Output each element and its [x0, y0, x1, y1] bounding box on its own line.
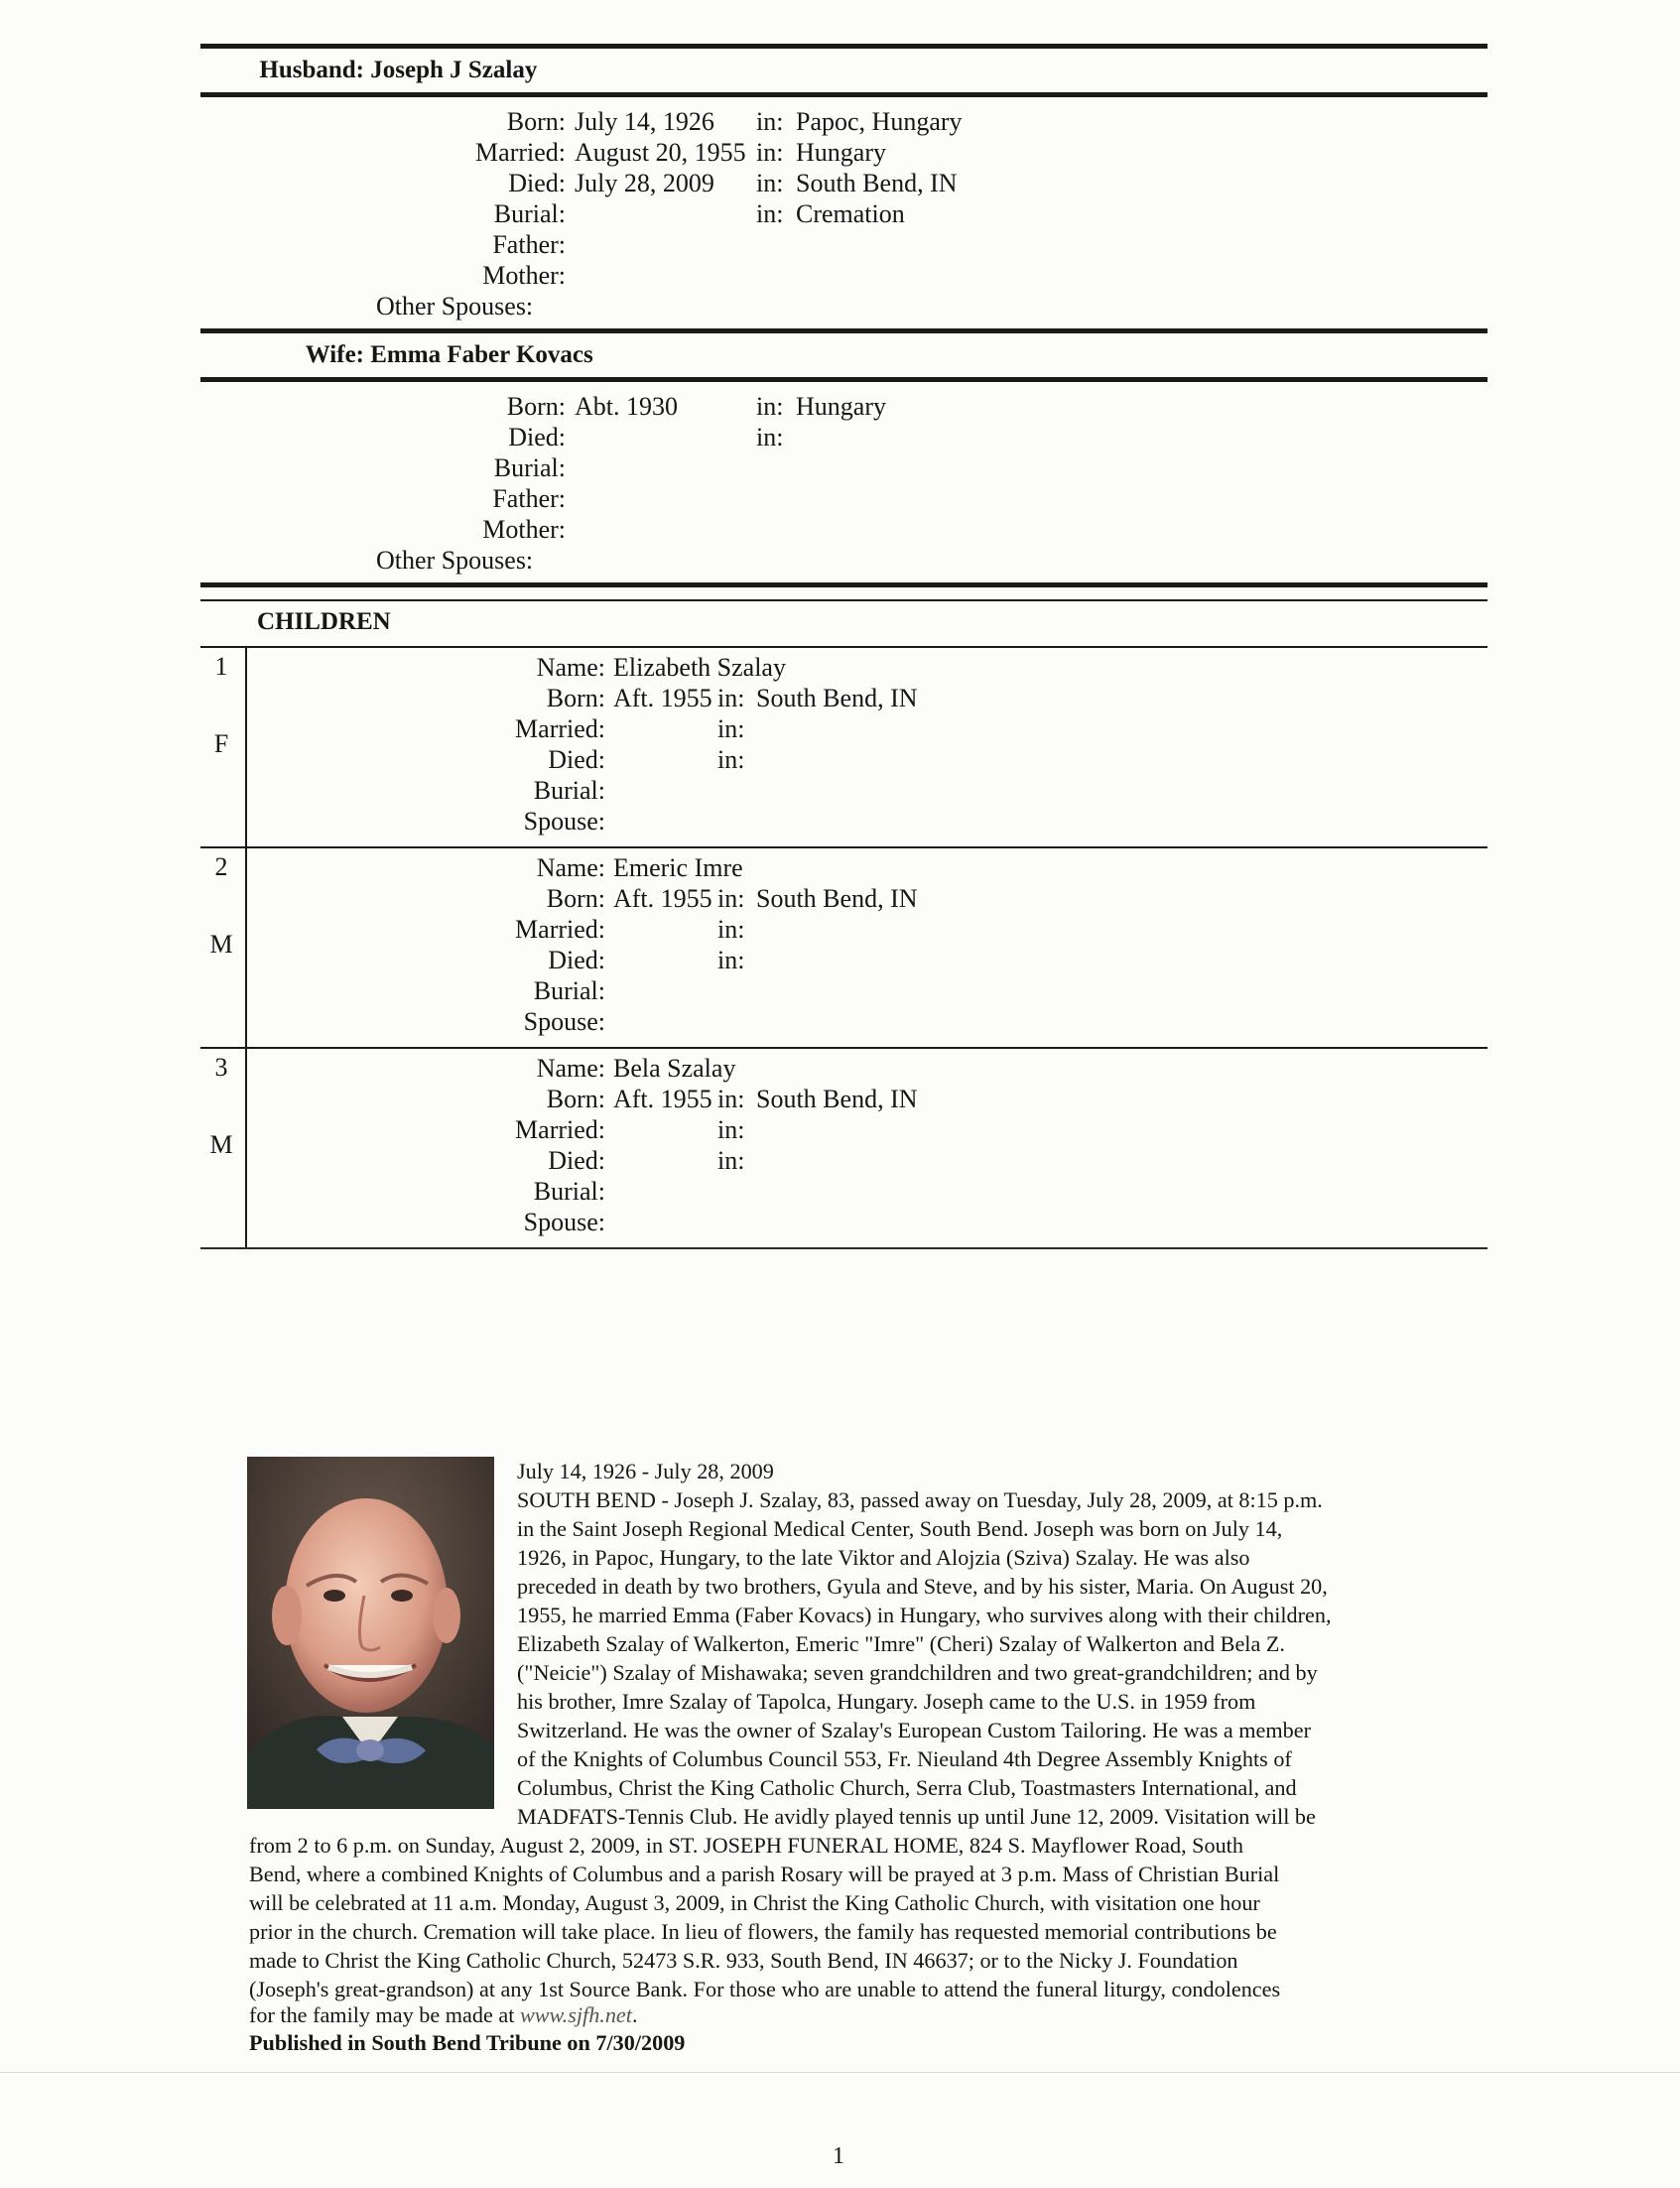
child-died-row — [200, 945, 1487, 975]
field-label: Father: — [492, 230, 566, 259]
child-born-date: Aft. 1955 — [613, 1085, 712, 1113]
published-note: Published in South Bend Tribune on 7/30/2009 — [249, 2030, 686, 2055]
wife-heading-label: Wife: — [305, 341, 364, 368]
obituary-line: Switzerland. He was the owner of Szalay's European Custom Tailoring. He was a member — [517, 1718, 1311, 1742]
husband-other-spouses-label: Other Spouses: — [376, 292, 534, 321]
field-label: Born: — [546, 1085, 605, 1113]
child-divider — [200, 1247, 1487, 1249]
section-rule — [200, 328, 1487, 333]
obituary-line: Columbus, Christ the King Catholic Church, Serra Club, Toastmasters International, and — [517, 1775, 1297, 1800]
obituary-line: made to Christ the King Catholic Church, 52473 S.R. 933, South Bend, IN 46637; or to the Nicky J. Foundation — [249, 1948, 1238, 1973]
obituary-line: MADFATS-Tennis Club. He avidly played tennis up until June 12, 2009. Visitation will be — [517, 1804, 1316, 1829]
wife-name: Emma Faber Kovacs — [370, 341, 593, 368]
obituary-last-line — [249, 2001, 638, 2030]
child-burial-row — [200, 775, 1487, 806]
wife-died-row — [200, 422, 1487, 452]
field-in-label: in: — [717, 915, 745, 944]
child-number: 2 — [214, 852, 228, 881]
husband-married-row — [200, 137, 1487, 168]
wife-mother-row — [200, 514, 1487, 545]
field-in-label: in: — [756, 423, 784, 451]
field-in-label: in: — [756, 107, 784, 136]
child-name: Emeric Imre — [613, 853, 743, 882]
child-divider — [200, 1047, 1487, 1049]
child-sex: M — [209, 1130, 233, 1159]
section-rule — [200, 92, 1487, 97]
portrait-image — [247, 1457, 494, 1809]
field-label: Spouse: — [523, 1208, 605, 1236]
field-in-label: in: — [756, 199, 784, 228]
child-born-place: South Bend, IN — [756, 684, 918, 712]
funeral-home-link[interactable]: www.sjfh.net — [519, 2002, 632, 2027]
child-name-row — [200, 1053, 1487, 1084]
field-in-label: in: — [717, 714, 745, 743]
wife-born-row — [200, 391, 1487, 422]
husband-born-row — [200, 106, 1487, 137]
husband-heading — [200, 57, 537, 84]
field-label: Born: — [506, 107, 566, 136]
child-spouse-row — [200, 806, 1487, 837]
field-in-label: in: — [717, 745, 745, 774]
wife-born-date: Abt. 1930 — [575, 392, 678, 421]
child-sex: M — [209, 930, 233, 959]
husband-mother-row — [200, 260, 1487, 291]
section-rule — [200, 377, 1487, 382]
page-number: 1 — [833, 2143, 844, 2169]
child-born-row — [200, 1084, 1487, 1114]
field-in-label: in: — [756, 392, 784, 421]
child-died-row — [200, 744, 1487, 775]
obituary-line: of the Knights of Columbus Council 553, Fr. Nieuland 4th Degree Assembly Knights of — [517, 1746, 1292, 1771]
field-label: Father: — [492, 484, 566, 513]
field-label: Born: — [506, 392, 566, 421]
field-label: Died: — [548, 1146, 605, 1175]
child-name-row — [200, 852, 1487, 883]
husband-married-date: August 20, 1955 — [575, 138, 746, 167]
field-label: Mother: — [482, 515, 566, 544]
child-spouse-row — [200, 1207, 1487, 1237]
wife-other-spouses-label: Other Spouses: — [376, 546, 534, 575]
husband-died-place: South Bend, IN — [796, 169, 958, 197]
field-label: Spouse: — [523, 807, 605, 836]
field-label: Mother: — [482, 261, 566, 290]
field-label: Died: — [508, 169, 566, 197]
field-in-label: in: — [717, 946, 745, 974]
obituary-line: will be celebrated at 11 a.m. Monday, August 3, 2009, in Christ the King Catholic Church, with visitation one hour — [249, 1890, 1260, 1915]
obituary-line: preceded in death by two brothers, Gyula and Steve, and by his sister, Maria. On August 20, — [517, 1574, 1328, 1599]
obituary-line: July 14, 1926 - July 28, 2009 — [517, 1459, 774, 1483]
field-label: Burial: — [533, 976, 605, 1005]
field-label: Died: — [548, 745, 605, 774]
obituary-photo — [247, 1457, 494, 1809]
child-married-row — [200, 713, 1487, 744]
obituary-line-text: for the family may be made at — [249, 2002, 520, 2027]
field-label: Died: — [508, 423, 566, 451]
obituary-line: Elizabeth Szalay of Walkerton, Emeric "Imre" (Cheri) Szalay of Walkerton and Bela Z. — [517, 1631, 1285, 1656]
child-married-row — [200, 914, 1487, 945]
obituary-line-end: . — [631, 2002, 638, 2027]
obituary-line: from 2 to 6 p.m. on Sunday, August 2, 2009, in ST. JOSEPH FUNERAL HOME, 824 S. Mayflower Road, South — [249, 1833, 1243, 1858]
husband-burial-place: Cremation — [796, 199, 905, 228]
field-in-label: in: — [717, 684, 745, 712]
child-burial-row — [200, 975, 1487, 1006]
field-label: Name: — [536, 853, 605, 882]
child-divider — [200, 846, 1487, 848]
field-label: Married: — [475, 138, 566, 167]
obituary-line: 1926, in Papoc, Hungary, to the late Viktor and Alojzia (Sziva) Szalay. He was also — [517, 1545, 1250, 1570]
child-born-row — [200, 883, 1487, 914]
child-born-row — [200, 683, 1487, 713]
husband-married-place: Hungary — [796, 138, 886, 167]
section-rule — [200, 599, 1487, 601]
child-name: Bela Szalay — [613, 1054, 736, 1083]
section-rule — [200, 44, 1487, 49]
field-label: Married: — [515, 1115, 605, 1144]
field-label: Died: — [548, 946, 605, 974]
obituary-line: ("Neicie") Szalay of Mishawaka; seven grandchildren and two great-grandchildren; and by — [517, 1660, 1318, 1685]
child-born-date: Aft. 1955 — [613, 884, 712, 913]
obituary-line: (Joseph's great-grandson) at any 1st Source Bank. For those who are unable to attend the funeral liturgy, condolences — [249, 1977, 1281, 2001]
child-born-place: South Bend, IN — [756, 1085, 918, 1113]
field-label: Born: — [546, 684, 605, 712]
field-label: Name: — [536, 653, 605, 682]
husband-born-place: Papoc, Hungary — [796, 107, 963, 136]
scan-edge-line — [0, 2072, 1680, 2073]
field-label: Spouse: — [523, 1007, 605, 1036]
wife-burial-row — [200, 452, 1487, 483]
child-name-row — [200, 652, 1487, 683]
field-label: Born: — [546, 884, 605, 913]
children-heading: CHILDREN — [257, 608, 391, 635]
field-label: Burial: — [533, 1177, 605, 1206]
field-in-label: in: — [717, 1085, 745, 1113]
field-label: Married: — [515, 915, 605, 944]
obituary-line: SOUTH BEND - Joseph J. Szalay, 83, passed away on Tuesday, July 28, 2009, at 8:15 p.m. — [517, 1487, 1323, 1512]
child-burial-row — [200, 1176, 1487, 1207]
field-in-label: in: — [717, 1115, 745, 1144]
obituary-line: prior in the church. Cremation will take place. In lieu of flowers, the family has requested memorial contributions be — [249, 1919, 1277, 1944]
child-died-row — [200, 1145, 1487, 1176]
child-born-place: South Bend, IN — [756, 884, 918, 913]
child-born-date: Aft. 1955 — [613, 684, 712, 712]
husband-born-date: July 14, 1926 — [575, 107, 714, 136]
child-name: Elizabeth Szalay — [613, 653, 786, 682]
husband-heading-label: Husband: — [259, 57, 364, 83]
field-label: Burial: — [493, 453, 566, 482]
child-number: 3 — [214, 1053, 228, 1082]
wife-heading — [200, 341, 593, 369]
child-number: 1 — [214, 652, 228, 681]
husband-burial-row — [200, 198, 1487, 229]
section-rule — [200, 582, 1487, 587]
field-label: Burial: — [533, 776, 605, 805]
child-spouse-row — [200, 1006, 1487, 1037]
obituary-line: his brother, Imre Szalay of Tapolca, Hungary. Joseph came to the U.S. in 1959 from — [517, 1689, 1256, 1714]
obituary-line: Bend, where a combined Knights of Columbus and a parish Rosary will be prayed at 3 p.m. Mass of Christian Burial — [249, 1862, 1280, 1886]
wife-father-row — [200, 483, 1487, 514]
husband-died-row — [200, 168, 1487, 198]
field-in-label: in: — [756, 138, 784, 167]
field-in-label: in: — [756, 169, 784, 197]
child-married-row — [200, 1114, 1487, 1145]
field-in-label: in: — [717, 1146, 745, 1175]
husband-father-row — [200, 229, 1487, 260]
wife-born-place: Hungary — [796, 392, 886, 421]
field-label: Burial: — [493, 199, 566, 228]
field-in-label: in: — [717, 884, 745, 913]
husband-name: Joseph J Szalay — [370, 57, 538, 83]
husband-died-date: July 28, 2009 — [575, 169, 714, 197]
obituary-line: 1955, he married Emma (Faber Kovacs) in Hungary, who survives along with their children, — [517, 1603, 1332, 1627]
field-label: Name: — [536, 1054, 605, 1083]
child-sex: F — [213, 729, 229, 758]
field-label: Married: — [515, 714, 605, 743]
section-rule — [200, 646, 1487, 648]
obituary-line: in the Saint Joseph Regional Medical Center, South Bend. Joseph was born on July 14, — [517, 1516, 1283, 1541]
